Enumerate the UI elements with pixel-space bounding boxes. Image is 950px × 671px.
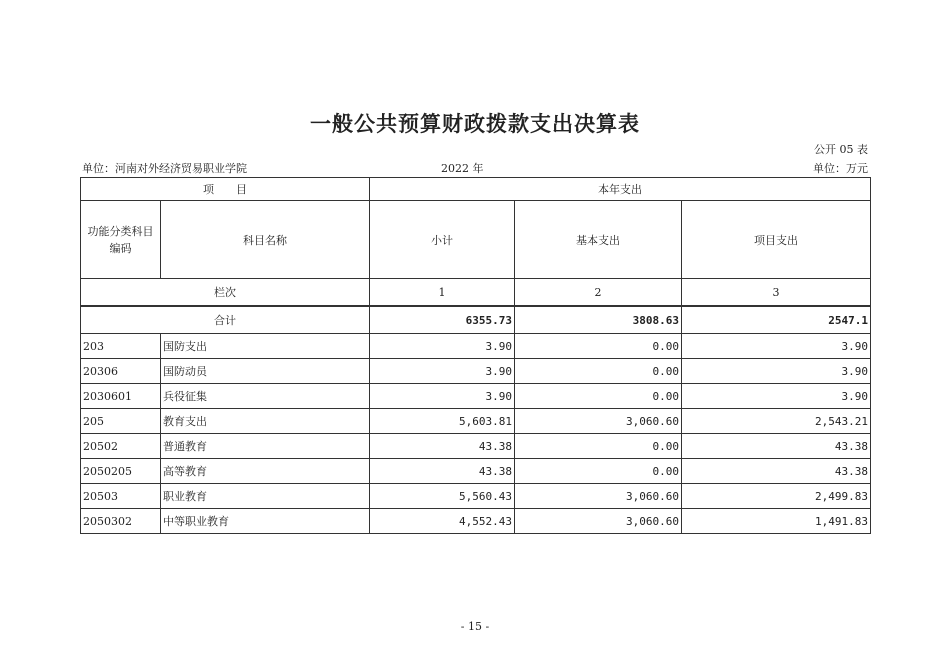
row-name: 普通教育 [161,434,370,459]
row-project: 43.38 [682,434,871,459]
row-basic: 3,060.60 [515,484,682,509]
column-index-row [81,279,871,307]
header-project: 项目支出 [682,201,871,279]
row-project: 2,499.83 [682,484,871,509]
header-subtotal: 小计 [370,201,515,279]
row-name: 教育支出 [161,409,370,434]
reporting-unit: 单位：河南对外经济贸易职业学院 [82,162,247,175]
row-code: 2030601 [81,384,161,409]
table-row [81,409,871,434]
row-name: 职业教育 [161,484,370,509]
table-row [81,384,871,409]
row-code: 203 [81,334,161,359]
form-number: 公开 05 表 [814,143,868,156]
row-code: 2050302 [81,509,161,534]
row-basic: 3,060.60 [515,409,682,434]
column-2: 2 [515,279,682,307]
total-basic: 3808.63 [515,306,682,334]
row-code: 2050205 [81,459,161,484]
row-subtotal: 4,552.43 [370,509,515,534]
header-name: 科目名称 [161,201,370,279]
row-basic: 0.00 [515,434,682,459]
row-basic: 0.00 [515,359,682,384]
row-name: 中等职业教育 [161,509,370,534]
row-basic: 0.00 [515,334,682,359]
row-name: 国防支出 [161,334,370,359]
row-project: 3.90 [682,384,871,409]
currency-unit: 单位：万元 [813,162,868,175]
header-code: 功能分类科目编码 [81,201,161,279]
header-row-1 [81,178,871,201]
header-item: 项 目 [81,178,370,201]
total-subtotal: 6355.73 [370,306,515,334]
report-year: 2022 年 [441,162,484,175]
page-title: 一般公共预算财政拨款支出决算表 [310,111,640,136]
table-row [81,359,871,384]
row-subtotal: 3.90 [370,359,515,384]
table-row [81,459,871,484]
header-row-2 [81,201,871,279]
row-basic: 0.00 [515,459,682,484]
column-1: 1 [370,279,515,307]
table-row [81,334,871,359]
row-subtotal: 43.38 [370,434,515,459]
page-number: - 15 - [460,620,490,633]
total-row [81,306,871,334]
row-name: 兵役征集 [161,384,370,409]
total-label: 合计 [81,306,370,334]
row-project: 3.90 [682,334,871,359]
column-3: 3 [682,279,871,307]
table-row [81,434,871,459]
row-subtotal: 3.90 [370,334,515,359]
header-current-year: 本年支出 [370,178,871,201]
row-project: 2,543.21 [682,409,871,434]
total-project: 2547.1 [682,306,871,334]
row-subtotal: 43.38 [370,459,515,484]
row-code: 20502 [81,434,161,459]
row-name: 国防动员 [161,359,370,384]
row-basic: 0.00 [515,384,682,409]
row-subtotal: 3.90 [370,384,515,409]
row-subtotal: 5,603.81 [370,409,515,434]
row-basic: 3,060.60 [515,509,682,534]
row-project: 3.90 [682,359,871,384]
row-code: 205 [81,409,161,434]
expenditure-table [80,177,871,534]
table-row [81,484,871,509]
table-row [81,509,871,534]
row-project: 43.38 [682,459,871,484]
header-basic: 基本支出 [515,201,682,279]
row-code: 20503 [81,484,161,509]
row-code: 20306 [81,359,161,384]
row-project: 1,491.83 [682,509,871,534]
row-name: 高等教育 [161,459,370,484]
row-subtotal: 5,560.43 [370,484,515,509]
column-label: 栏次 [81,279,370,307]
